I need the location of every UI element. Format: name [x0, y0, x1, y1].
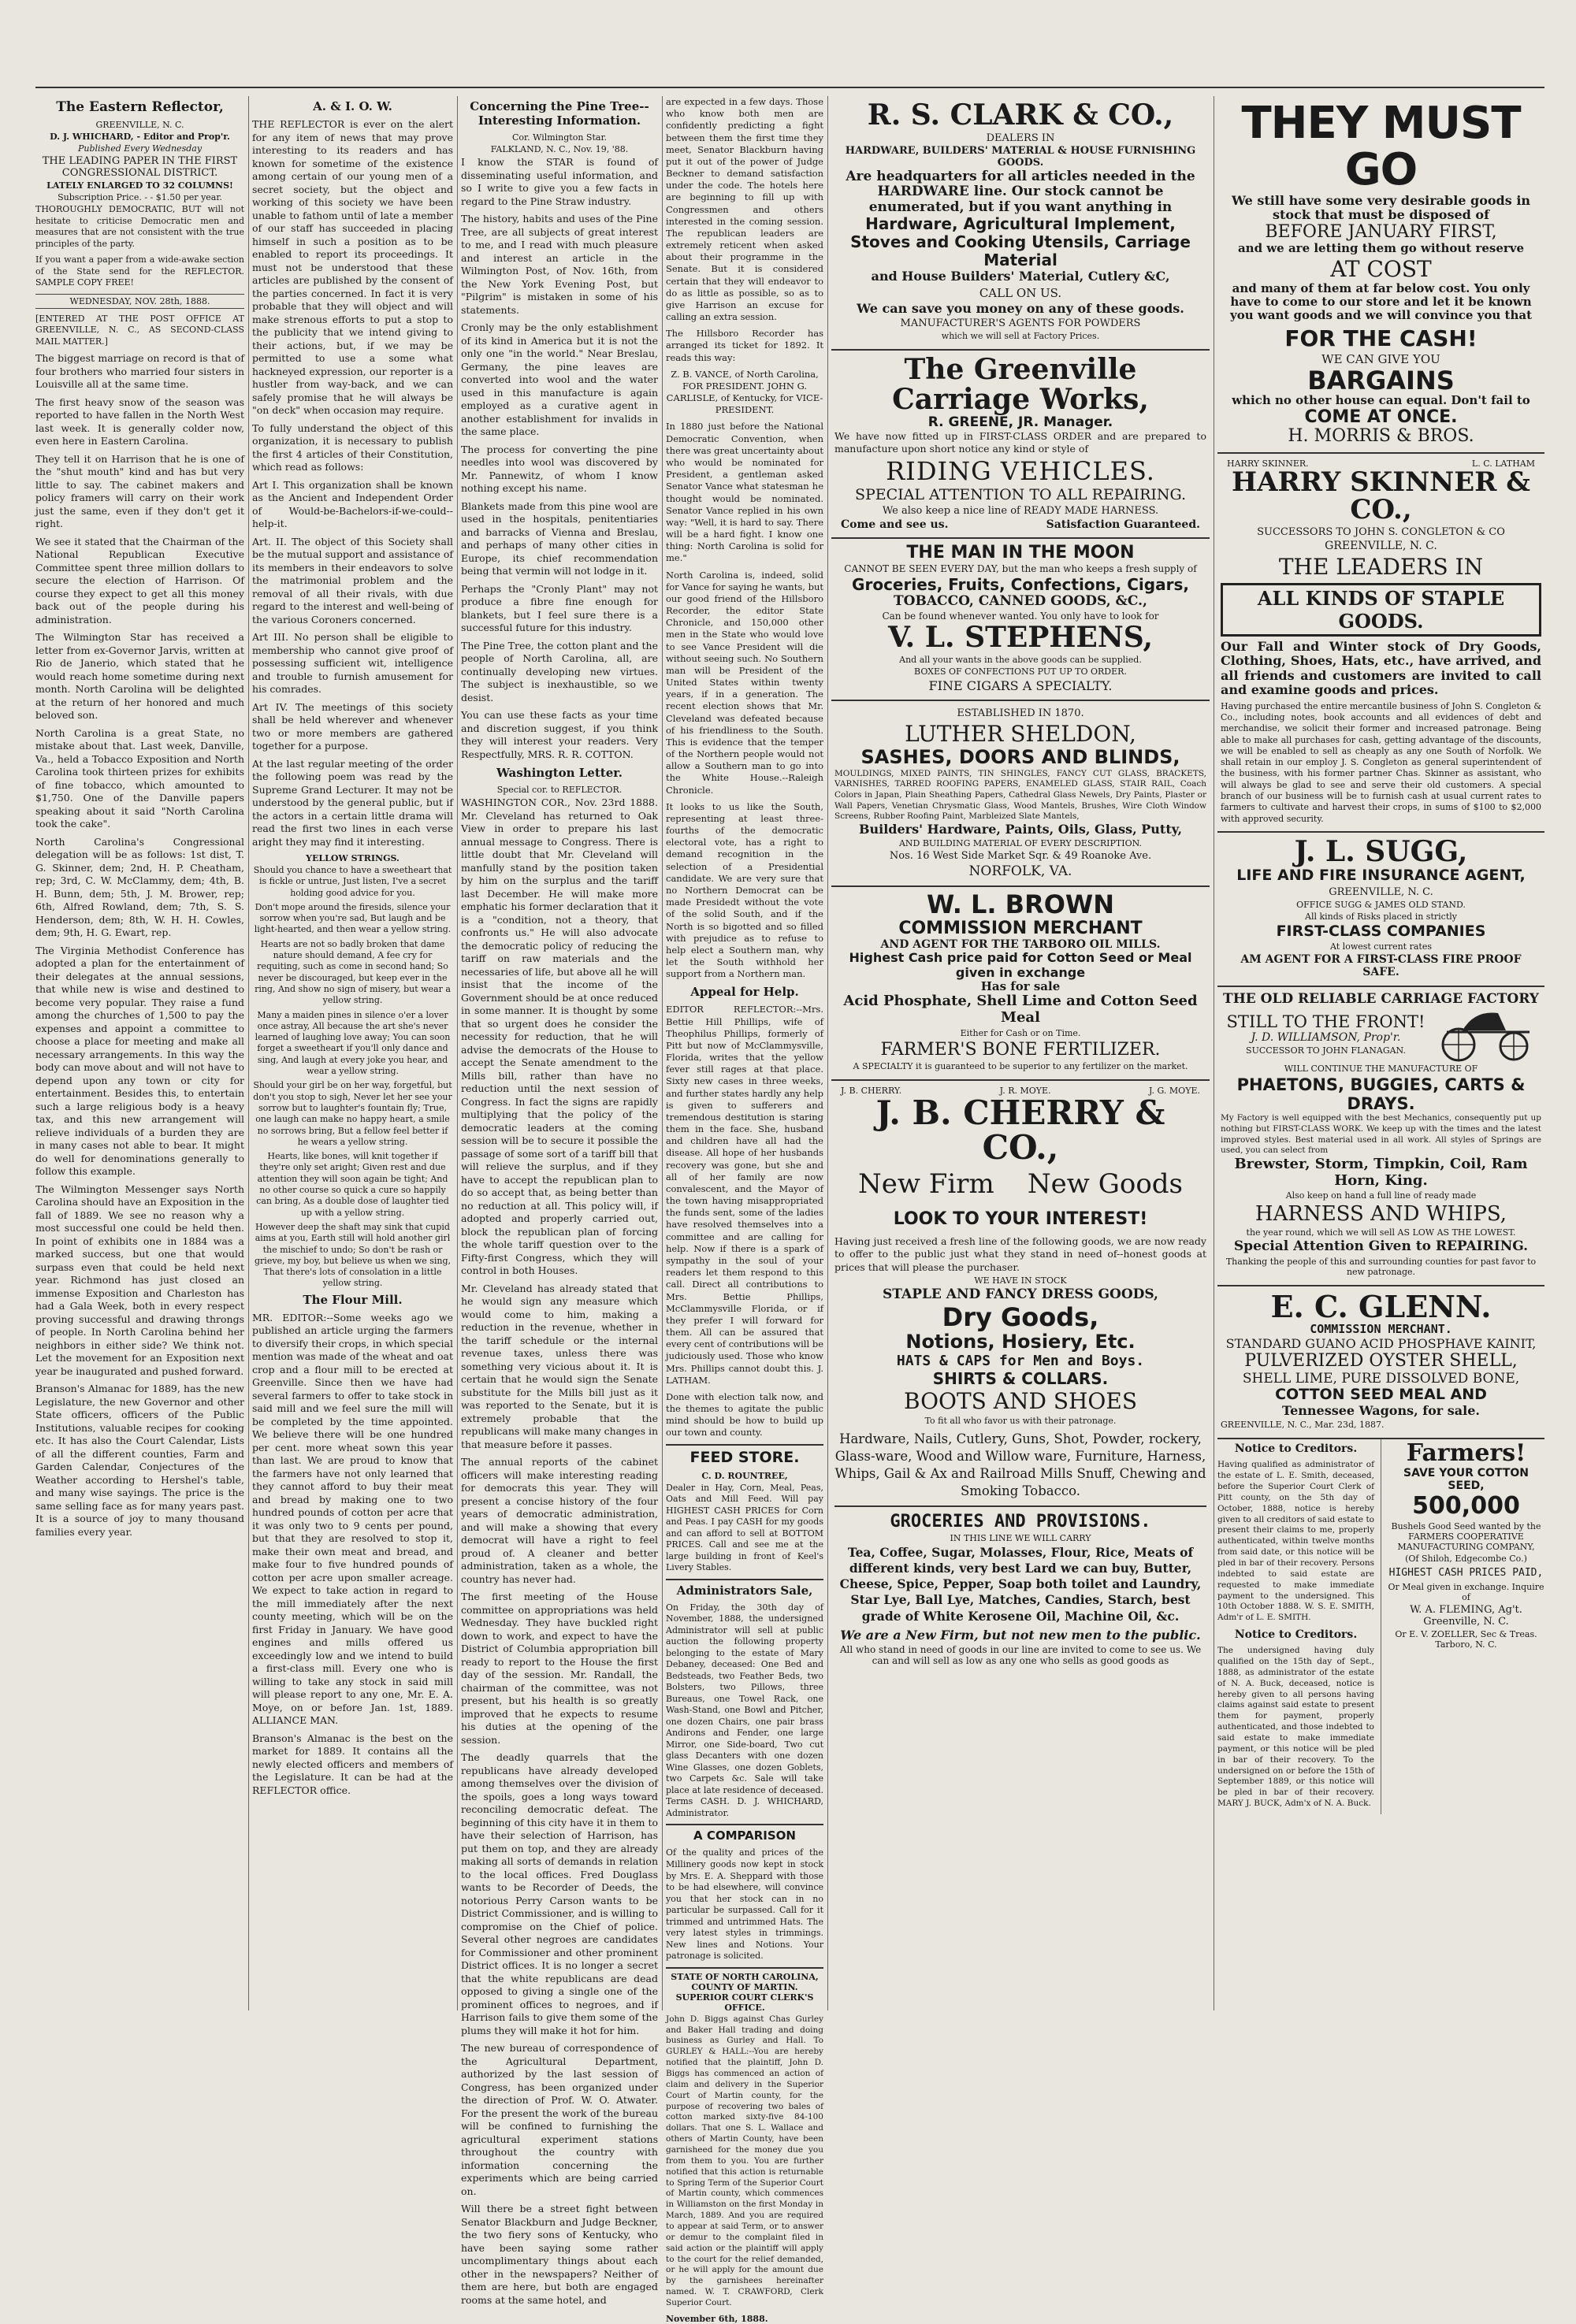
ad-line: AND BUILDING MATERIAL OF EVERY DESCRIPTION.	[898, 838, 1143, 849]
article-title: The Flour Mill.	[303, 1292, 403, 1307]
ad-line: THE OLD RELIABLE CARRIAGE FACTORY	[1223, 990, 1539, 1007]
entered: [ENTERED AT THE POST OFFICE AT GREENVILLE, N. C., AS SECOND-CLASS MAIL MATTER.]	[35, 313, 244, 347]
partner-name: J. B. CHERRY.	[841, 1085, 902, 1096]
ad-line: and House Builders' Material, Cutlery &C,	[871, 269, 1170, 284]
ad-line: All kinds of Risks placed in strictly	[1305, 911, 1457, 922]
ad-line: DEALERS IN	[986, 132, 1055, 144]
ad-line: HARDWARE, BUILDERS' MATERIAL & HOUSE FURNISHING GOODS.	[845, 144, 1196, 169]
ad-name: The Greenville Carriage Works,	[892, 353, 1149, 416]
notice-text: The undersigned having duly qualified on the 15th day of Sept., 1888, as administrator of the estate of N. A. Buck, deceased, notice is hereby given to all persons having claims against said estate to present them for payment, properly authenticated, and those indebted to said estate to make immediate payment, or this notice will be pled in bar of their recovery. To the undersigned on or before the 15th of September 1889, or this notice will be pled in bar of their recovery. MARY J. BUCK, Adm'x of N. A. Buck.	[1217, 1646, 1374, 1809]
ad-line: OFFICE SUGG & JAMES OLD STAND.	[1296, 899, 1466, 910]
published: Published Every Wednesday	[77, 143, 203, 154]
article: You can use these facts as your time and discretion suggest, if you think they will interest your readers. Very Respectfully, MRS. R. R. COTTON.	[461, 709, 658, 760]
ad-line: Special Attention Given to REPAIRING.	[1233, 1238, 1529, 1255]
partner-name: J. R. MOYE.	[999, 1085, 1051, 1096]
column-rule	[457, 96, 458, 2010]
article: Art I. This organization shall be known as the Ancient and Independent Order of Would-be-Bachelors-if-we-could--help-it.	[252, 478, 453, 529]
ad-line: Or E. V. ZOELLER, Sec & Treas. Tarboro, N. C.	[1395, 1629, 1537, 1650]
ad-line: Hardware, Agricultural Implement, Stoves and Cooking Utensils, Carriage Material	[850, 214, 1191, 270]
ad-line: Can be found whenever wanted. You only have to look for	[882, 611, 1159, 622]
carriage-factory-ad	[1217, 987, 1544, 1286]
ad-text: Our Fall and Winter stock of Dry Goods, Clothing, Shoes, Hats, etc., have arrived, and all friends and customers are invited to call and examine goods and prices.	[1221, 639, 1541, 698]
legal-title: STATE OF NORTH CAROLINA, COUNTY OF MARTIN. SUPERIOR COURT CLERK'S OFFICE.	[666, 1967, 823, 2013]
ad-line: Are headquarters for all articles needed in the HARDWARE line. Our stock cannot be enumerated, but if you want anything in	[846, 168, 1195, 215]
ad-line: At lowest current rates	[1330, 941, 1432, 952]
ad-title: Administrators Sale,	[666, 1579, 823, 1598]
ad-line: Brewster, Storm, Timpkin, Coil, Ram Horn, King.	[1234, 1155, 1528, 1189]
ad-line: WE CAN GIVE YOU	[1321, 351, 1440, 366]
ad-line: To fit all who favor us with their patronage.	[924, 1415, 1117, 1426]
ad-line: Either for Cash or on Time.	[960, 1027, 1081, 1038]
ad-line: STILL TO THE FRONT!	[1226, 1012, 1425, 1031]
article: In 1880 just before the National Democratic Convention, when there was great uncertainty about who would be nominated for President, a gentleman asked Senator Vance what statesman he thought would be nominated. Senator Vance replied in his own way: "Well, it is hard to say. There will be a hard fight. I know one thing: North Carolina is solid for me."	[666, 421, 823, 564]
cherry-ad	[831, 1081, 1210, 1674]
article: Blankets made from this pine wool are used in the hospitals, penitentiaries and barracks of Vienna and Breslau, and perhaps of many other cities in Europe, its chief recommendation being that vermin will not lodge in it.	[461, 499, 658, 577]
ad-line: ALL KINDS OF STAPLE GOODS.	[1221, 583, 1541, 637]
ad-line: And all your wants in the above goods can be supplied.	[899, 655, 1142, 666]
ad-line: We are a New Firm, but not new men to the public.	[840, 1627, 1201, 1643]
ad-line: We can save you money on any of these goods.	[857, 300, 1184, 316]
ad-text: Having just received a fresh line of the following goods, we are now ready to offer to the public just what they stand in need of--honest goods at prices that will please the purchaser.	[834, 1235, 1206, 1273]
ad-line: SUCCESSOR TO JOHN FLANAGAN.	[1246, 1045, 1406, 1056]
ad-line: SUCCESSORS TO JOHN S. CONGLETON & CO	[1257, 526, 1505, 539]
column-rule	[248, 96, 249, 2010]
ad-line: Groceries, Fruits, Confections, Cigars,	[852, 574, 1189, 594]
partner-name: L. C. LATHAM	[1471, 458, 1535, 469]
ad-text: My Factory is well equipped with the best Mechanics, consequently put up nothing but FIRST-CLASS WORK. We keep up with the times and the latest improved styles. Best material used in all work. All styles of Springs are used, you can select from	[1221, 1113, 1541, 1156]
ad-line: BEFORE JANUARY FIRST,	[1265, 222, 1497, 243]
ad-line: THE LEADERS IN	[1278, 554, 1484, 581]
article: Art IV. The meetings of this society shall be held wherever and whenever two or more members are gathered together for a purpose.	[252, 700, 453, 752]
article: The Wilmington Star has received a letter from ex-Governor Jarvis, written at Rio de Janerio, which stated that he would reach home sometime during next month. North Carolina will be delighted at the return of her honored and much beloved son.	[35, 631, 244, 722]
ad-line: Dry Goods,	[942, 1301, 1099, 1332]
editor: D. J. WHICHARD, - Editor and Prop'r.	[50, 132, 230, 142]
ad-line: IN THIS LINE WE WILL CARRY	[950, 1532, 1091, 1543]
ad-line: We also keep a nice line of READY MADE HARNESS.	[882, 504, 1159, 517]
article: The first heavy snow of the season was reported to have fallen in the North West last week. It is generally colder now, even here in Eastern Carolina.	[35, 395, 244, 447]
ad-line: Or Meal given in exchange. Inquire of	[1388, 1582, 1544, 1603]
article: They tell it on Harrison that he is one of the "shut mouth" kind and has but very little to say. The cabinet makers and policy framers will carry on their work just the same, even if they don't get it right.	[35, 452, 244, 530]
masthead: The Eastern Reflector,	[56, 99, 224, 115]
ad-name: V. L. STEPHENS,	[888, 621, 1153, 655]
ad-name: W. L. BROWN	[927, 889, 1114, 920]
column-5	[831, 96, 1210, 2010]
column-rule	[662, 96, 663, 2010]
article: Will there be a street fight between Senator Blackburn and Judge Beckner, the two fiery sons of Kentucky, who have been saying some rather uncomplimentary things about each other in the newspapers? Neither of them are here, but both are engaged rooms at the same hotel, and	[461, 2203, 658, 2306]
article: Mr. Cleveland has already stated that he would sign any measure which would come to him, making a reduction in the revenue, whether in the tariff schedule or the internal revenue taxes, unless there was something very vicious about it. It is certain that he would sign the Senate substitute for the Mills bill just as it was reported to the Senate, but it is extremely probable that the republicans will make many changes in that measure before it passes.	[461, 1282, 659, 1450]
ad-line: J. D. WILLIAMSON, Prop'r.	[1251, 1030, 1401, 1044]
ad-line: CALL ON US.	[979, 285, 1062, 300]
ad-name: HARRY SKINNER & CO.,	[1232, 466, 1530, 526]
article: The Pine Tree, the cotton plant and the people of North Carolina, all, are continually developing new virtues. The subject is inexhaustible, so we desist.	[461, 639, 658, 704]
ad-line: AT COST	[1330, 255, 1432, 282]
article: The new bureau of correspondence of the Agricultural Department, authorized by the last session of Congress, has been organized under the direction of Prof. W. O. Atwater. For the present the work of the bureau will be confined to furnishing the agricultural experiment stations throughout the country with information concerning the experiments which are being carried on.	[461, 2042, 658, 2197]
article: WASHINGTON COR., Nov. 23rd 1888. Mr. Cleveland has returned to Oak View in order to prepare his last annual message to Congress. There is little doubt that Mr. Cleveland will manfully stand by the position taken by him on the surplus and the tariff last December. He will make more emphatic his former declaration that it is a "condition, not a theory, that confronts us." He will also advocate the democratic policy of reducing the tariff on raw materials and the necessaries of life, but above all he will insist that the income of the Government should be at once reduced in some manner. It is thought by some that so urgent does he consider the necessity for reduction, that he will advise the democrats of the House to accept the Senate amendment to the Mills bill, rather than have no reduction until the next session of Congress. In fact the signs are rapidly multiplying that the policy of the democratic leaders at the coming session will be to secure it possible the passage of some sort of a tariff bill that will relieve the surplus, and if they have to accept the republican plan to do so accept that, as being better than no reduction at all. This policy will, if adopted and properly carried out, block the republican plan of forcing the whole tariff question over to the Fifty-first Congress, which they will control in both Houses.	[461, 796, 658, 1276]
ad-line: WE HAVE IN STOCK	[974, 1275, 1067, 1286]
byline: Special cor. to REFLECTOR.	[496, 785, 623, 795]
ad-line: SASHES, DOORS AND BLINDS,	[860, 746, 1180, 769]
notice-title: Notice to Creditors.	[1234, 1628, 1358, 1642]
article: It looks to us like the South, representing at least three-fourths of the democratic electoral vote, has a right to demand recognition in the selection of a Presidential candidate. We are very sure that no Northern Democrat can be made Presidedt without the vote of the solid South, and if the North is so bigotted and so filled with prejudice as to refuse to help elect a Southern man, why let the South withhold her support from a Northern man.	[666, 800, 823, 980]
article: North Carolina's Congressional delegation will be as follows: 1st dist, T. G. Skinner, dem; 2nd, H. P. Cheatham, rep; 3rd, C. W. McClammy, dem; 4th, B. H. Bunn, dem; 5th, J. M. Brower, rep; 6th, Alfred Rowland, dem; 7th, S. S. Henderson, dem; 8th, W. H. H. Cowles, dem; 9th, H. G. Ewart, rep.	[35, 835, 244, 939]
ad-text: Tea, Coffee, Sugar, Molasses, Flour, Rice, Meats of different kinds, very best Lard we can buy, Butter, Cheese, Spice, Pepper, Soap both toilet and Laundry, Star Lye, Ball Lye, Matches, Candies, Starch, best grade of White Kerosene Oil, Machine Oil, &c.	[839, 1544, 1202, 1624]
poem-verse: Hearts, like bones, will knit together if they're only set aright; Given rest and due attention they will soon again be tight; And no other course so quick a cure so happily can bring, As a double dose of laughter tied up with a yellow string.	[256, 1151, 449, 1218]
article: Art. II. The object of this Society shall be the mutual support and assistance of its members in their endeavors to solve the matrimonial problem and the removal of all their rivals, with due regard to the interest and well-being of the various Coroners concerned.	[252, 535, 453, 626]
carriage-icon	[1431, 1007, 1541, 1062]
man-in-moon-ad	[831, 539, 1210, 701]
ad-line: BOOTS AND SHOES	[903, 1387, 1137, 1414]
ad-line: Highest Cash price paid for Cotton Seed or Meal given in exchange	[849, 950, 1192, 980]
sugg-ad	[1217, 833, 1544, 987]
article: Done with election talk now, and the themes to agitate the public mind should be how to build up our town and county.	[666, 1390, 823, 1439]
ad-line: PULVERIZED OYSTER SHELL,	[1244, 1351, 1518, 1372]
article-title: Concerning the Pine Tree--Interesting Information.	[470, 99, 649, 128]
ad-line: COTTON SEED MEAL AND	[1275, 1386, 1487, 1404]
ad-line: PHAETONS, BUGGIES, CARTS & DRAYS.	[1236, 1075, 1526, 1114]
ad-line: ESTABLISHED IN 1870.	[957, 707, 1084, 720]
ad-text: On Friday, the 30th day of November, 1888, the undersigned Administrator will sell at public auction the following property belonging to the estate of Mary Debaney, deceased: One Bed and Bedsteads, two Feather Beds, two Bolsters, two Pillows, three Bureaus, one Towel Rack, one Wash-Stand, one Bowl and Pitcher, one dozen Chairs, one pair brass Andirons and Fender, one large Mirror, one Side-board, Two cut glass Decanters with one dozen Wine Glasses, one dozen Goblets, two Carpets &c. Sale will take place at late residence of deceased. Terms CASH. D. J. WHICHARD, Administrator.	[666, 1602, 823, 1818]
ad-line: A SPECIALTY it is guaranteed to be superior to any fertilizer on the market.	[853, 1060, 1188, 1071]
ad-line: HATS & CAPS for Men and Boys.	[896, 1352, 1145, 1369]
ad-line: Come and see us.	[841, 518, 949, 531]
column-4	[666, 96, 823, 2324]
sample: If you want a paper from a wide-awake section of the State send for the REFLECTOR. SAMPLE COPY FREE!	[35, 254, 244, 288]
ad-line: Builders' Hardware, Paints, Oils, Glass, Putty,	[858, 821, 1183, 837]
ad-line: WILL CONTINUE THE MANUFACTURE OF	[1284, 1064, 1478, 1075]
ad-line: MANUFACTURER'S AGENTS FOR POWDERS	[900, 317, 1141, 330]
partner-name: HARRY SKINNER.	[1227, 458, 1309, 469]
ad-line: R. GREENE, JR. Manager.	[927, 414, 1113, 430]
ad-name: LUTHER SHELDON,	[905, 721, 1136, 748]
ad-line: AM AGENT FOR A FIRST-CLASS FIRE PROOF SAFE.	[1240, 953, 1522, 979]
article: North Carolina is a great State, no mistake about that. Last week, Danville, Va., held a Tobacco Exposition and North Carolina took thirteen prizes for exhibits of fine tobacco, which amounted to $1,750. One of the Danville papers speaking about it said "North Carolina took the cake".	[35, 726, 244, 830]
ad-name: THE MAN IN THE MOON	[906, 542, 1135, 562]
they-must-go-ad	[1217, 96, 1544, 454]
glenn-ad	[1217, 1286, 1544, 1439]
ad-line: GREENVILLE, N. C., Mar. 23d, 1887.	[1221, 1420, 1385, 1431]
issue-date: WEDNESDAY, NOV. 28th, 1888.	[35, 294, 244, 309]
ad-title: A COMPARISON	[666, 1824, 823, 1843]
article: Cronly may be the only establishment of its kind in America but it is not the only one "in the world." Near Breslau, Germany, the pine leaves are converted into wool and the water used in this manufacture is again employed as a curative agent in another establishment for invalids in the same place.	[461, 321, 658, 437]
ad-line: W. A. FLEMING, Ag't. Greenville, N. C.	[1410, 1604, 1522, 1628]
article: THE REFLECTOR is ever on the alert for any item of news that may prove interesting to its readers and has known for sometime of the existence among certain of our young men of a secret society, but the object and working of this society we have been unable to fathom until of late a member of our staff has succeeded in placing himself in such a position as to be enabled to report its proceedings. It must not be understood that these articles are published by the consent of the parties concerned. In fact it is very probable that they will object and will make strenous efforts to put a stop to the publicity that we intend giving to their actions, but, if we may be permitted to use a some what hackneyed expression, our reporter is a hustler from way-back, and we can safely promise that he will always be "on deck" when occasion may require.	[252, 118, 453, 416]
article-title: Appeal for Help.	[690, 985, 799, 1000]
ad-name: Farmers!	[1406, 1439, 1526, 1468]
ad-line: LOOK TO YOUR INTEREST!	[893, 1208, 1148, 1229]
newspaper-page	[35, 87, 1544, 2324]
ad-line: AND AGENT FOR THE TARBORO OIL MILLS.	[880, 938, 1161, 952]
column-2	[252, 96, 453, 2010]
poem-verse: Should you chance to have a sweetheart that is fickle or untrue, Just listen, I've a secret holding good advice for you.	[253, 865, 452, 898]
column-6	[1217, 96, 1544, 2010]
ad-line: HARNESS AND WHIPS,	[1254, 1202, 1507, 1227]
enlarged: LATELY ENLARGED TO 32 COLUMNS!	[46, 180, 233, 191]
ad-line: and many of them at far below cost. You only have to come to our store and let it be known you want goods and we will convince you that	[1229, 280, 1533, 323]
column-rule	[827, 96, 828, 2010]
ad-text: MOULDINGS, MIXED PAINTS, TIN SHINGLES, FANCY CUT GLASS, BRACKETS, VARNISHES, TARRED ROOFING PAPERS, ENAMELED GLASS, STAIR RAIL, Coach Colors in Japan, Plain Sheathing Papers, Cathedral Glass Newels, Dry Paints, Plaster or Wall Papers, Venetian Chrysmatic Glass, Wood Mantels, Brushes, Wire Cloth Window Screens, Rubber Roofing Paint, Marbleized Slate Mantels,	[834, 768, 1206, 822]
article: The Wilmington Messenger says North Carolina should have an Exposition in the fall of 1889. We see no reason why a most successful one could be held then. In point of exhibits one in 1884 was a marked success, but one that would surpass even that could be held next year. Richmond has just closed an immense Exposition and Charleston has had a Gala Week, both in every respect proving successful and drawing throngs of people. In North Carolina behind her neighbors in either side? We think not. Let the movement for an Exposition next year be inaugurated and pushed forward.	[35, 1182, 244, 1377]
ad-line: CANNOT BE SEEN EVERY DAY, but the man who keeps a fresh supply of	[844, 562, 1197, 574]
poem-verse: Many a maiden pines in silence o'er a lover once astray, All because the art she's never learned of laughing love away; You can soon forget a sweetheart if you'll only dance and sing, And laugh at every joke you hear, and wear a yellow string.	[255, 1009, 451, 1077]
ad-text: Of the quality and prices of the Millinery goods now kept in stock by Mrs. E. A. Sheppard with those to be had elsewhere, will convince you that her stock can in no particular be surpassed. Call for it trimmed and untrimmed Hats. The very latest styles in trimmings. New lines and Notions. Your patronage is solicited.	[666, 1847, 823, 1962]
article: MR. EDITOR:--Some weeks ago we published an article urging the farmers to diversify their crops, in which special mention was made of the wheat and oat crop and a flour mill to be erected at Greenville. Since then we have had several farmers to offer to take stock in said mill and we feel sure the mill will be completed by the time appointed. We believe there will be one hundred per cent. more wheat sown this year than last. We are proud to know that the farmers have not only learned that they cannot afford to buy their meat and bread by making one to two hundred pounds of cotton per acre that it was only two to 9 cents per pound, but that they are resolved to stop it, make their own meat and bread, and make four to five hundred pounds of cotton per acre upon smaller acreage. We expect to take action in regard to the mill immediately after the next county meeting, which will be on the first Friday in January. We have good engines and mills offered us exceedingly low and we intend to build a first-class mill. Every one who is willing to take any stock in said mill will please report to any one, Mr. E. A. Moye, on or before Jan. 1st, 1889. ALLIANCE MAN.	[252, 1311, 453, 1727]
ad-text: Dealer in Hay, Corn, Meal, Peas, Oats and Mill Feed. Will pay HIGHEST CASH PRICES for Corn and Peas. I pay CASH for my goods and can afford to sell at BOTTOM PRICES. Call and see me at the large building in front of Keel's Livery Stables.	[666, 1482, 823, 1573]
poem-verse: Hearts are not so badly broken that dame nature should demand, A fee cry for requiting, such as come in second hand; So never be discouraged, but keep ever in the ring, And show no sign of misery, but wear a yellow string.	[255, 938, 451, 1006]
ad-line: TOBACCO, CANNED GOODS, &C.,	[894, 592, 1147, 609]
ad-line: SPECIAL ATTENTION TO ALL REPAIRING.	[854, 485, 1187, 503]
article: The biggest marriage on record is that of four brothers who married four sisters in Louisville all at the same time.	[35, 352, 244, 391]
partner-name: J. G. MOYE.	[1148, 1085, 1200, 1096]
ad-line: Acid Phosphate, Shell Lime and Cotton Seed Meal	[843, 993, 1198, 1026]
place: GREENVILLE, N. C.	[95, 120, 184, 130]
article: The deadly quarrels that the republicans have already developed among themselves over the division of the spoils, goes a long ways toward reconciling democratic defeat. The beginning of this city have it in them to have their selection of Harrison, has put them on top, and they are already making all sorts of demands in relation to the local offices. Fred Douglass wants to be Recorder of Deeds, the notorious Perry Carson wants to be District Commissioner, and is willing to compromise on the Chief of police. Several other negroes are candidates for Commissioner and other prominent District offices. It is no longer a secret that the white republicans are dead opposed to giving a single one of the prominent offices to negroes, and if Harrison fails to give them some of the plums they will make it hot for him.	[461, 1751, 658, 2036]
column-3	[461, 96, 659, 2306]
ad-line: COMMISSION MERCHANT.	[1310, 1321, 1452, 1336]
ad-line: FOR THE CASH!	[1284, 325, 1478, 352]
ad-line: the year round, which we will sell AS LOW AS THE LOWEST.	[1246, 1227, 1516, 1238]
ad-line: RIDING VEHICLES.	[886, 455, 1155, 486]
ad-line: New Goods	[1027, 1168, 1183, 1200]
poem-verse: However deep the shaft may sink that cupid aims at you, Earth still will hold another girl the mischief to undo; So don't be rash or grieve, my boy, but believe us when we sing, That there's lots of consolation in a little yellow string.	[255, 1221, 451, 1289]
ad-line: LIFE AND FIRE INSURANCE AGENT,	[1236, 866, 1526, 884]
article: I know the STAR is found of disseminating useful information, and so I write to give you a few facts in regard to the Pine Straw industry.	[461, 156, 658, 207]
article: Branson's Almanac for 1889, has the new Legislature, the new Governor and other State officers, officers of the Public Institutions, valuable recipes for cooking etc. It has also the Court Calendar, Lists of all the different counties, Farm and Garden Calendar, Conjectures of the Weather according to Hershel's table, and many wise sayings. The price is the same selling face as for many years past. It is a source of joy to many thousand families every year.	[35, 1383, 244, 1538]
ad-line: Has for sale	[980, 979, 1061, 994]
ad-line: HIGHEST CASH PRICES PAID,	[1388, 1567, 1544, 1580]
article: The Hillsboro Recorder has arranged its ticket for 1892. It reads this way:	[666, 328, 823, 363]
ad-line: Satisfaction Guaranteed.	[1046, 518, 1200, 531]
ad-line: GREENVILLE, N. C.	[1325, 540, 1437, 553]
article: At the last regular meeting of the order the following poem was read by the Supreme Grand Lecturer. It may not be understood by the general public, but if the actors in a certain little drama will read the first two lines in each verse aright they may find it interesting.	[252, 757, 453, 848]
ad-name: R. S. CLARK & CO.,	[867, 98, 1174, 132]
poem-verse: Should your girl be on her way, forgetful, but don't you stop to sigh, Never let her see your sorrow but to laughter's fountain fly; True, one laugh can make no happy heart, a smile no sorrows bring, But a fellow feel better if he wears a yellow string.	[253, 1080, 452, 1147]
article: Branson's Almanac is the best on the market for 1889. It contains all the newly elected officers and members of the Legislature. It can be had at the REFLECTOR office.	[252, 1732, 453, 1796]
article: The history, habits and uses of the Pine Tree, are all subjects of great interest to me, and I read with much pleasure and interest an article in the Wilmington Post, of Nov. 16th, from the New York Evening Post, but "Pilgrim" is mistaken in some of his statements.	[461, 213, 658, 316]
column-1	[35, 96, 244, 2010]
ad-line: BOXES OF CONFECTIONS PUT UP TO ORDER.	[914, 666, 1127, 678]
ad-line: Also keep on hand a full line of ready made	[1285, 1190, 1477, 1201]
ad-line: FARMER'S BONE FERTILIZER.	[880, 1039, 1161, 1060]
article: North Carolina is, indeed, solid for Vance for saying he wants, but our good friend of the Hillsboro Recorder, the editor State Chronicle, and 150,000 other men in the State who would love to see Vance President will die without seeing such. No Southern man will be President of the United States within twenty years, if in a generation. The recent election shows that Mr. Cleveland was defeated because of his friendliness to the South. This is evidence that the temper of the Northern people would not allow a Southern man to go into the White House.--Raleigh Chronicle.	[666, 569, 823, 796]
article: We see it stated that the Chairman of the National Republican Executive Committee spent three million dollars to secure the election of Harrison. Of course they expect to get all this money back out of the people during his administration.	[35, 535, 244, 626]
ad-line: Notions, Hosiery, Etc.	[905, 1331, 1136, 1353]
article-title: Washington Letter.	[496, 766, 623, 780]
legal-date: November 6th, 1888.	[666, 2313, 768, 2324]
notice-title: Notice to Creditors.	[1234, 1442, 1358, 1456]
ad-line: SHELL LIME, PURE DISSOLVED BONE,	[1242, 1371, 1520, 1387]
carriage-works-ad	[831, 351, 1210, 539]
article: To fully understand the object of this organization, it is necessary to publish the first 4 articles of their Constitution, which read as follows:	[252, 421, 453, 473]
ad-text: Having purchased the entire mercantile business of John S. Congleton & Co., including notes, book accounts and all evidences of debt and merchandise, we solicit their former and increased patronage. Being able to make all purchases for cash, getting advantage of the discounts, we will be enabled to sell as cheaply as any one South of Norfolk. We shall retain in our employ J. S. Congleton as general superintendent of the business, with his former partner Chas. Skinner as assistant, who will always be glad to see and serve their old customers. A special branch of our business will be to furnish cash at usual current rates to farmers to cultivate and harvest their crops, in sums of $100 to $2,000 with approved security.	[1221, 700, 1541, 824]
poem-title: YELLOW STRINGS.	[306, 853, 400, 863]
ad-name: J. L. SUGG,	[1294, 834, 1468, 868]
skinner-ad	[1217, 454, 1544, 833]
ad-line: FINE CIGARS A SPECIALTY.	[928, 678, 1113, 694]
ad-title: FEED STORE.	[666, 1444, 823, 1466]
article: The first meeting of the House committee on appropriations was held Wednesday. They have buckled right down to work, and expect to have the District of Columbia appropriation bill ready to report to the House the first day of the session. Mr. Randall, the chairman of the committee, was not present, but his health is so greatly improved that he expects to resume his duties at the opening of the session.	[461, 1591, 658, 1746]
ad-name: C. D. ROUNTREE,	[701, 1470, 788, 1481]
ad-line: Thanking the people of this and surrounding counties for past favor to new patronage.	[1225, 1256, 1537, 1277]
ad-line: GROCERIES AND PROVISIONS.	[834, 1505, 1206, 1531]
ad-line: STANDARD GUANO ACID PHOSPHAVE KAINIT,	[1225, 1336, 1537, 1352]
ad-line: Tennessee Wagons, for sale.	[1282, 1402, 1480, 1418]
ad-name: THEY MUST GO	[1241, 98, 1521, 195]
legal-text: John D. Biggs against Chas Gurley and Baker Hall trading and doing business as Gurley and Hall. To GURLEY & HALL:--You are hereby notified that the plaintiff, John D. Biggs has commenced an action of claim and delivery in the Superior Court of Martin county, for the purpose of recovering two bales of cotton marked sixty-five 84-100 dollars. That one S. L. Wallace and others of Martin County, have been garnisheed for the money due you from them to you. You are further notified that this action is returnable to Spring Term of the Superior Court of Martin county, which commences in Williamston on the first Monday in March, 1889. And you are required to appear at said Term, or to answer or demur to the complaint filed in said action or the plaintiff will apply to the court for the relief demanded, or he will apply for the amount due by the garnishees hereinafter named. W. T. CRAWFORD, Clerk Superior Court.	[666, 2014, 823, 2307]
notice-text: Having qualified as administrator of the estate of L. E. Smith, deceased, before the Superior Court Clerk of Pitt county, on the 5th day of October, 1888, notice is hereby given to all creditors of said estate to present their claims to me, properly authenticated, within twelve months from said date, or this notice will be pled in bar of their recovery. Persons indebted to said estate are requested to make immediate payment to the undersigned. This 10th October 1888. W. S. E. SMITH, Adm'r of L. E. SMITH.	[1217, 1460, 1375, 1623]
dateline: FALKLAND, N. C., Nov. 19, '88.	[490, 144, 629, 154]
article-title: A. & I. O. W.	[313, 99, 392, 113]
ad-line: H. MORRIS & BROS.	[1288, 425, 1474, 446]
ad-line: SAVE YOUR COTTON SEED,	[1403, 1467, 1530, 1493]
brown-ad	[831, 887, 1210, 1080]
ad-text: Hardware, Nails, Cutlery, Guns, Shot, Powder, rockery, Glass-ware, Wood and Willow ware, Furniture, Harness, Whips, Gail & Ax and Railroad Mills Snuff, Chewing and Smoking Tobacco.	[834, 1431, 1206, 1499]
ad-line: Bushels Good Seed wanted by the FARMERS COOPERATIVE MANUFACTURING COMPANY,	[1391, 1521, 1541, 1553]
ad-line: and we are letting them go without reserve	[1237, 241, 1525, 256]
article: Perhaps the "Cronly Plant" may not produce a fibre fine enough for blankets, but I feel sure there is a successful future for this industry.	[461, 582, 658, 633]
article: The process for converting the pine needles into wool was discovered by Mr. Pannewitz, of whom I know nothing except his name.	[461, 443, 658, 494]
ad-line: which no other house can equal. Don't fail to	[1232, 393, 1530, 408]
poem-verse: Don't mope around the firesids, silence your sorrow when you're sad, But laugh and be light-hearted, and then wear a yellow string.	[254, 901, 452, 935]
article: are expected in a few days. Those who know both men are confidently predicting a fight between them the first time they meet, Senator Blackburn having put it out of the power of Judge Beckner to demand satisfaction under the code. The hotels here are beginning to fill up with Congressmen and others interested in the coming session. The republican leaders are extremely reticent when asked about their programme in the Senate. But it is considered certain that they will endeavor to do as little as possible, so as to give Harrison an excuse for calling an extra session.	[666, 96, 823, 323]
tagline: THE LEADING PAPER IN THE FIRST CONGRESSIONAL DISTRICT.	[42, 155, 238, 179]
ad-text: We have now fitted up in FIRST-CLASS ORDER and are prepared to manufacture upon short notice any kind or style of	[834, 430, 1206, 455]
ticket: Z. B. VANCE, of North Carolina, FOR PRESIDENT. JOHN G. CARLISLE, of Kentucky, for VICE-PRESIDENT.	[666, 368, 823, 416]
ad-line: New Firm	[858, 1168, 994, 1200]
ad-name: E. C. GLENN.	[1270, 1288, 1492, 1324]
ad-line: We still have some very desirable goods in stock that must be disposed of	[1231, 192, 1531, 222]
article: EDITOR REFLECTOR:--Mrs. Bettie Hill Phillips, wife of Theophilus Phillips, formerly of Pitt but now of McClammysville, Florida, writes that the yellow fever still rages at that place. Sixty new cases in three weeks, and further states hardly any help is given to sufferers and tremendous destitution is staring them in the face. She, husband and children have all had the disease. All hope of her husbands recovery was gone, but she and all of her family are now convalescent, and the Mayor of the town having misappropriated the funds sent, some of the ladies have resolved themselves into a committee and are calling for help. Now if there is a spark of sympathy in the soul of your readers let them respond to this call. Direct all contributions to Mrs. Bettie Phillips, McClammysville Florida, or if they prefer I will forward for them. All can be assured that every cent of contributions will be judiciously used. Those who know Mrs. Phillips cannot doubt this. J. LATHAM.	[666, 1004, 823, 1386]
article: The Virginia Methodist Conference has adopted a plan for the entertainment of their delegates at the annual sessions, that while new is wise and destined to become very popular. They raise a fund among the churches of 1,500 to pay the expenses and appoint a committee to choose a place for meeting and make all necessary arrangements. In this way the body can move about and will not have to depend upon any town or city for entertainment. Besides this, to entertain such a large religious body is a heavy tax, and this new arrangement will relieve individuals of a burden they are in many cases not able to bear. It might do well for denominations generally to follow this example.	[35, 944, 244, 1178]
ad-line: FIRST-CLASS COMPANIES	[1276, 922, 1486, 940]
ad-line: BARGAINS	[1307, 365, 1455, 395]
ad-line: GREENVILLE, N. C.	[1329, 885, 1433, 898]
byline: Cor. Wilmington Star.	[512, 132, 607, 143]
clark-ad	[831, 96, 1210, 351]
ad-line: SHIRTS & COLLARS.	[932, 1368, 1109, 1388]
article: Art III. No person shall be eligible to membership who cannot give proof of possessing sufficient wit, intelligence and trouble to furnish amusement for his comrades.	[252, 631, 453, 695]
ad-line: 500,000	[1412, 1492, 1520, 1520]
ad-line: STAPLE AND FANCY DRESS GOODS,	[883, 1286, 1158, 1302]
article: The annual reports of the cabinet officers will make interesting reading for democrats this year. They will present a concise history of the four years of democratic administration, and will make a showing that every democrat will have a right to feel proud of. A cleaner and better administration, taken as a whole, the country has never had.	[461, 1456, 658, 1585]
ad-line: which we will sell at Factory Prices.	[941, 331, 1100, 342]
ad-name: J. B. CHERRY & CO.,	[875, 1093, 1165, 1167]
ad-line: COME AT ONCE.	[1304, 407, 1458, 427]
ad-line: NORFOLK, VA.	[968, 863, 1072, 880]
price: Subscription Price. - - $1.50 per year.	[58, 192, 222, 202]
ad-line: Nos. 16 West Side Market Sqr. & 49 Roanoke Ave.	[889, 850, 1152, 863]
ad-line: (Of Shiloh, Edgecombe Co.)	[1405, 1554, 1527, 1565]
policy: THOROUGHLY DEMOCRATIC, BUT will not hesitate to criticise Democratic men and measures that are not consistent with the true principles of the party.	[35, 204, 244, 249]
ad-line: COMMISSION MERCHANT	[898, 918, 1143, 938]
ad-line: All who stand in need of goods in our line are invited to come to see us. We can and will sell as low as any one who sells as good goods as	[839, 1643, 1202, 1666]
sheldon-ad	[831, 701, 1210, 887]
